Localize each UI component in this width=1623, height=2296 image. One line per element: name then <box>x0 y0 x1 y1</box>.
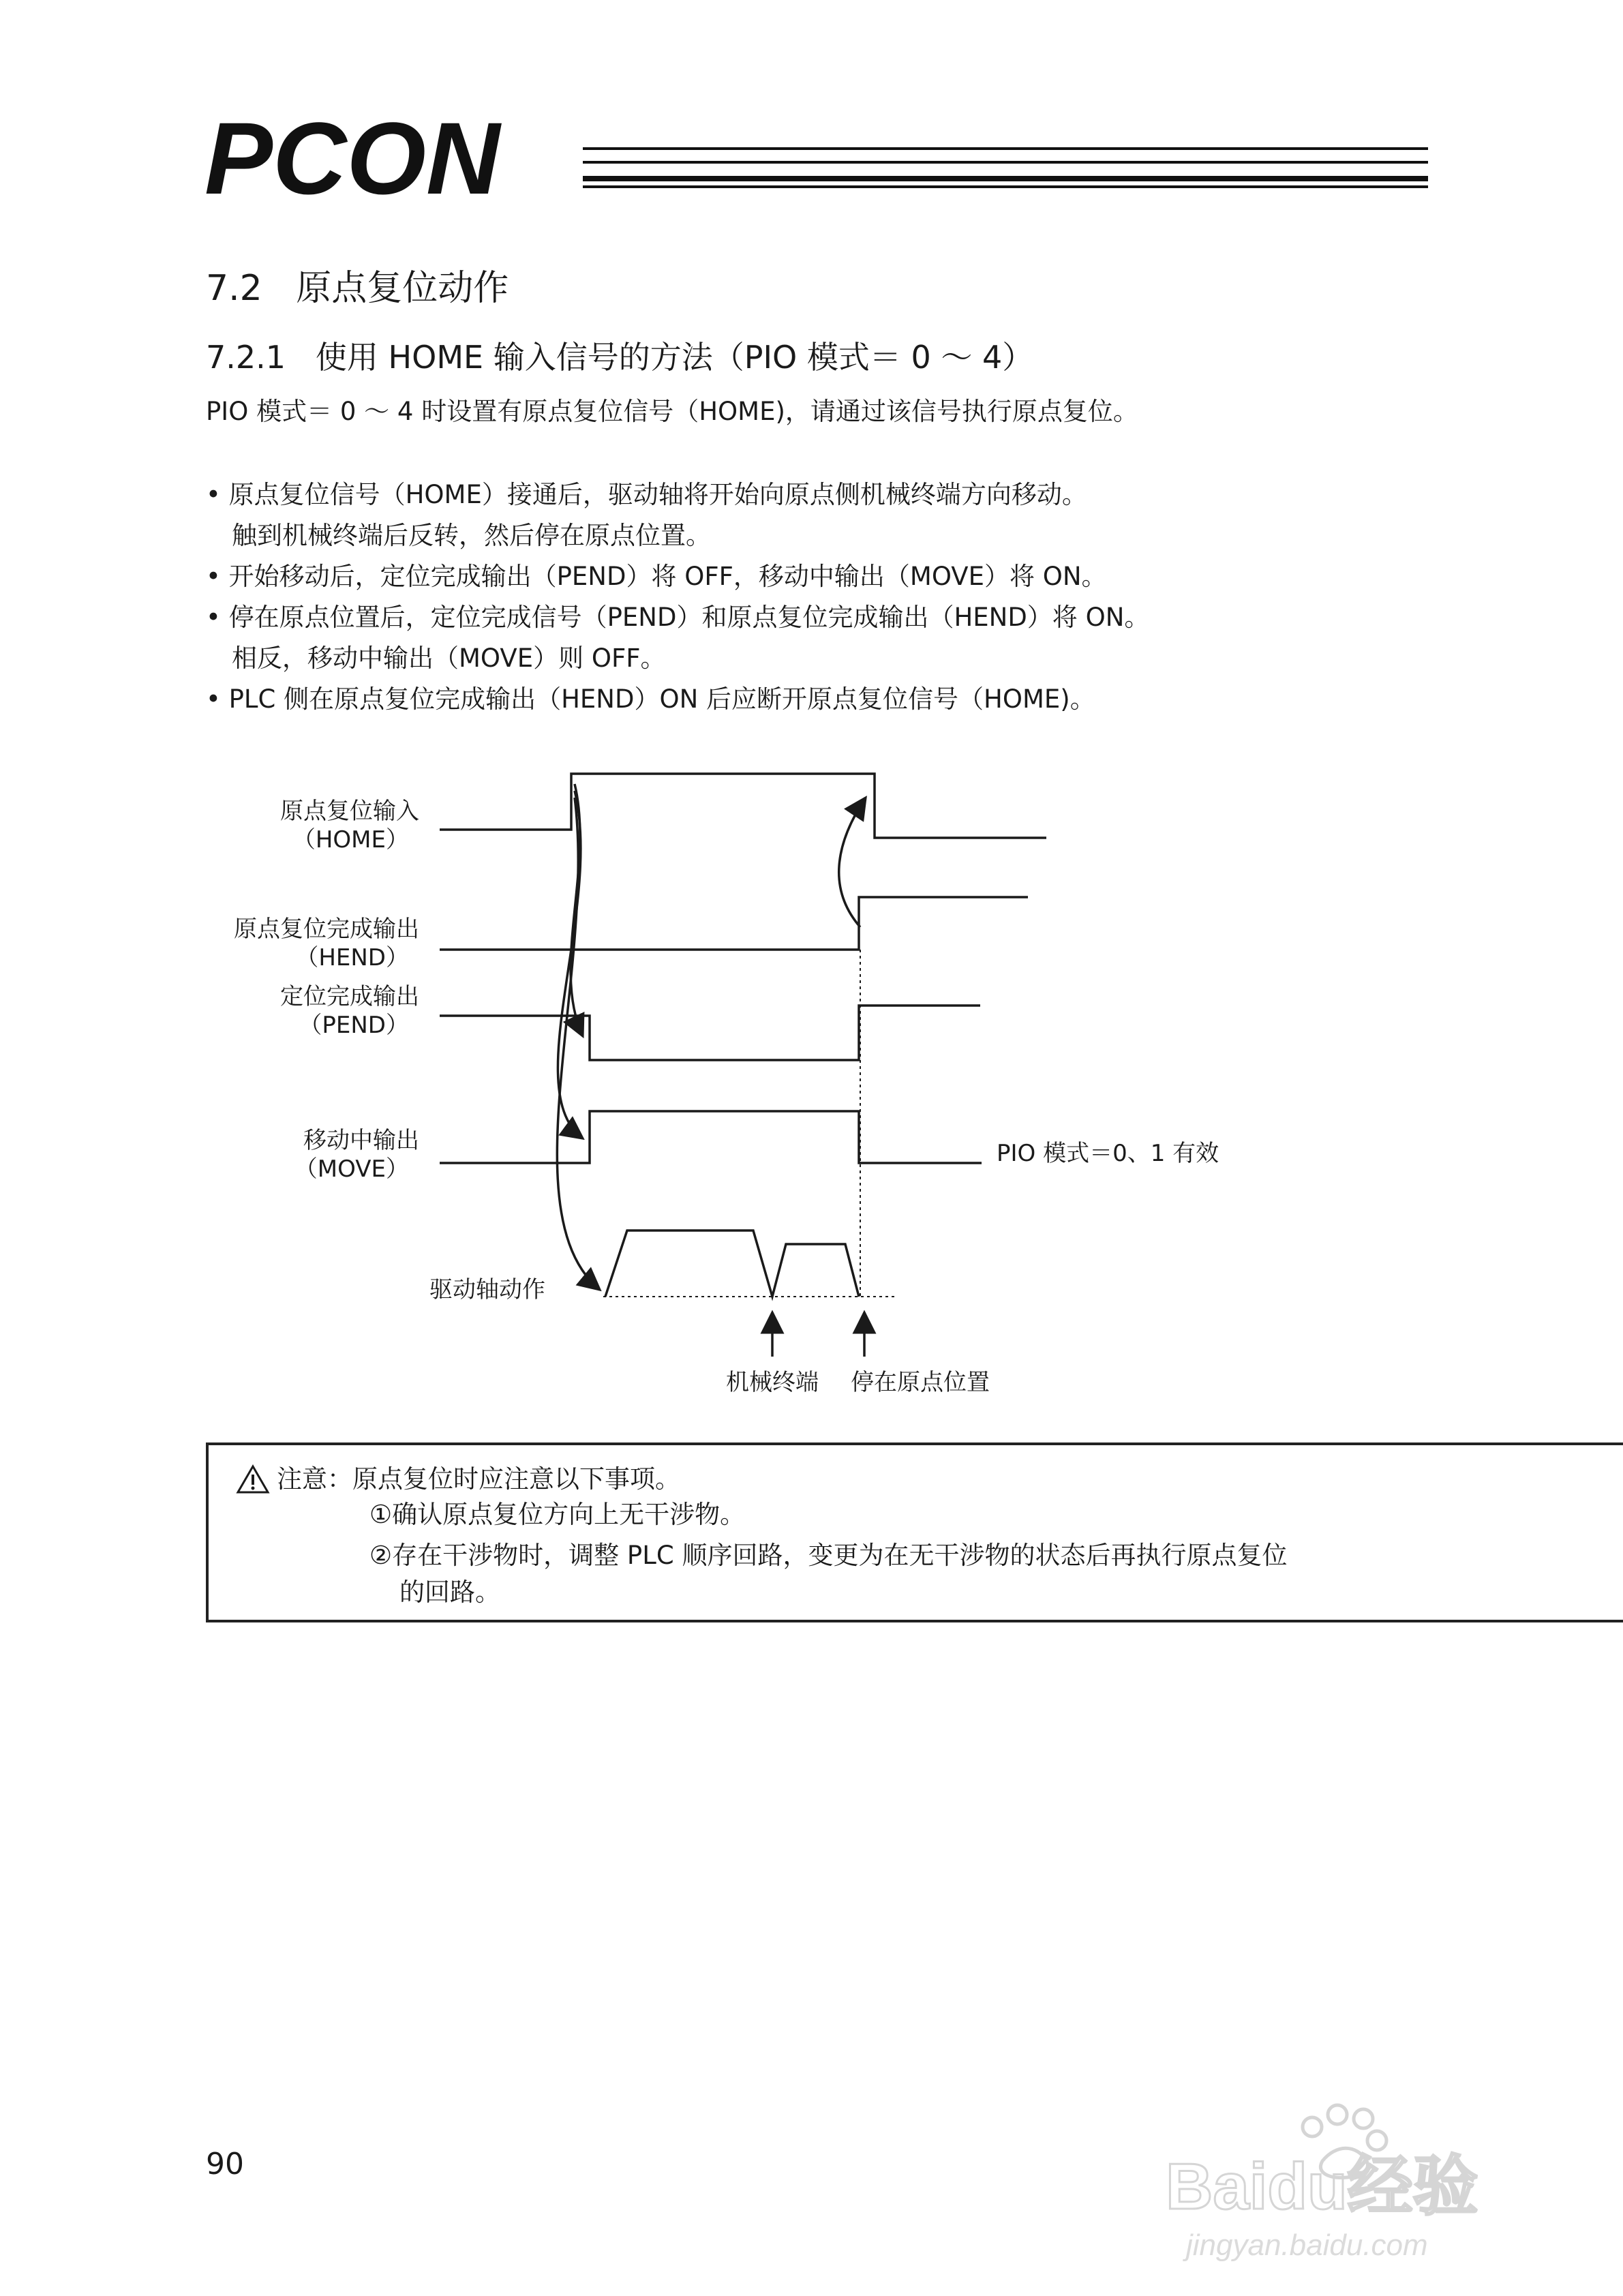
home-waveform <box>440 774 1046 838</box>
caution-item: ②存在干涉物时，调整 PLC 顺序回路，变更为在无干涉物的状态后再执行原点复位 <box>369 1541 1288 1570</box>
bullet-item: • 停在原点位置后，定位完成信号（PEND）和原点复位完成输出（HEND）将 ON。 <box>206 603 1150 632</box>
hend-label: 原点复位完成输出 <box>234 916 419 943</box>
home-position-label: 停在原点位置 <box>851 1369 990 1396</box>
mech-end-label: 机械终端 <box>726 1369 819 1396</box>
subsection-heading <box>206 335 1033 379</box>
header-rule-bottom <box>583 176 1428 181</box>
hend-sub: （HEND） <box>295 944 409 971</box>
home-to-motion-arrow <box>557 798 600 1290</box>
header-rule-base <box>583 185 1428 188</box>
section-title: 原点复位动作 <box>296 268 509 309</box>
logo-text: PCON <box>204 108 500 210</box>
caution-item: ①确认原点复位方向上无干涉物。 <box>369 1500 746 1529</box>
bullet-continuation: 相反，移动中输出（MOVE）则 OFF。 <box>232 644 666 673</box>
home-sub: （HOME） <box>292 826 409 854</box>
baidu-watermark <box>1159 2086 1541 2270</box>
pend-label: 定位完成输出 <box>280 983 419 1010</box>
move-sub: （MOVE） <box>294 1155 409 1183</box>
bullet-item: • 开始移动后，定位完成输出（PEND）将 OFF，移动中输出（MOVE）将 ON。 <box>206 562 1107 591</box>
timing-diagram <box>0 743 1623 1432</box>
header-rule-middle <box>583 161 1428 164</box>
watermark-url: jingyan.baidu.com <box>1186 2229 1428 2262</box>
motion-label: 驱动轴动作 <box>429 1276 545 1303</box>
caution-box <box>206 1442 1623 1622</box>
intro-paragraph: PIO 模式＝ 0 ～ 4 时设置有原点复位信号（HOME)，请通过该信号执行原点复位。 <box>206 397 1138 426</box>
bullet-list <box>206 474 1149 720</box>
bullet-continuation: 触到机械终端后反转，然后停在原点位置。 <box>232 521 711 550</box>
warning-icon <box>236 1464 270 1494</box>
header-rule-top <box>583 147 1428 150</box>
pend-waveform <box>440 1006 980 1060</box>
watermark-brand: Baidu经验 <box>1166 2150 1478 2223</box>
bullet-item: • 原点复位信号（HOME）接通后，驱动轴将开始向原点侧机械终端方向移动。 <box>206 480 1087 509</box>
section-heading <box>206 265 509 312</box>
subsection-title: 使用 HOME 输入信号的方法（PIO 模式＝ 0 ～ 4） <box>315 339 1034 376</box>
pend-sub: （PEND） <box>299 1012 409 1039</box>
bullet-item: • PLC 侧在原点复位完成输出（HEND）ON 后应断开原点复位信号（HOME)。 <box>206 684 1095 714</box>
section-number: 7.2 <box>206 268 262 309</box>
page-number: 90 <box>206 2147 244 2181</box>
hend-waveform <box>440 897 1028 950</box>
mode-note: PIO 模式＝0、1 有效 <box>997 1140 1219 1167</box>
subsection-number: 7.2.1 <box>206 339 286 376</box>
move-waveform <box>440 1111 982 1163</box>
hend-to-home-arrow <box>839 798 866 927</box>
pcon-logo <box>204 108 586 210</box>
move-label: 移动中输出 <box>303 1127 419 1154</box>
caution-item-continuation: 的回路。 <box>399 1577 500 1607</box>
axis-motion-profile <box>605 1230 859 1297</box>
caution-title: 注意：原点复位时应注意以下事项。 <box>277 1464 680 1494</box>
home-label: 原点复位输入 <box>280 798 419 825</box>
